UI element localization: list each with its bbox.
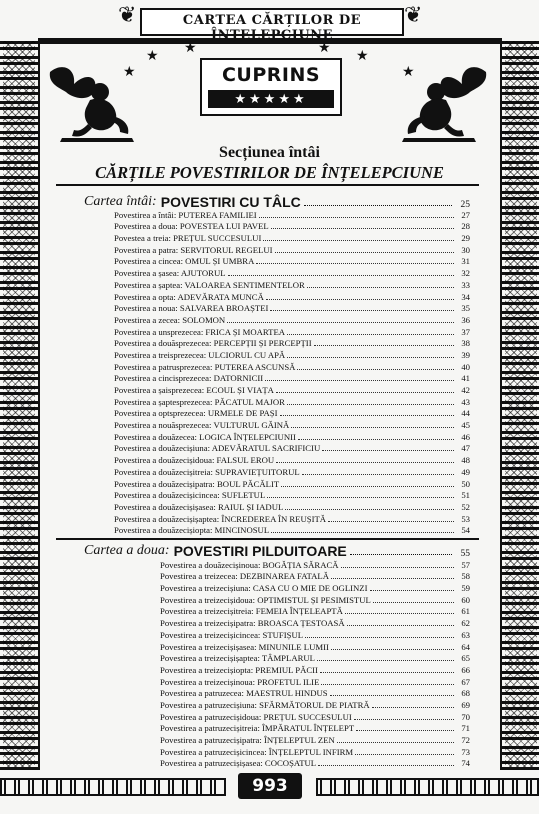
entry-title: Povestirea a treizecișipatra: BROASCA ȚESTOASĂ [160,618,345,629]
dot-leader [345,613,454,614]
dot-leader [297,369,454,370]
toc-entry[interactable] [160,722,470,734]
entry-title: Povestirea a douăzecișișasea: RAIUL ȘI IADUL [114,501,284,512]
dot-leader [304,205,452,206]
dot-leader [267,497,454,498]
star-icon: ★ [123,65,136,80]
dot-leader [350,554,452,555]
dot-leader [370,590,455,591]
entry-page: 38 [461,338,470,349]
toc-entry[interactable] [160,675,470,687]
toc-entry[interactable] [114,524,470,536]
dot-leader [331,649,454,650]
entry-page: 72 [461,735,470,745]
toc-entry[interactable] [160,687,470,699]
entry-title: Povestirea a patruzecișiuna: SFĂRMĂTORUL DE PIATRĂ [160,699,370,710]
book-title: CARTEA CĂRȚILOR DE ÎNȚELEPCIUNE [182,13,362,43]
toc-entry[interactable] [114,231,470,243]
dot-leader [355,754,454,755]
entry-title: Povestea a treia: PREȚUL SUCCESULUI [114,233,262,244]
entry-page: 70 [461,711,470,722]
entry-page: 37 [461,326,470,337]
entry-title: Povestirea a șaptesprezecea: PĂCATUL MAJOR [114,396,285,407]
star-icon: ★ [146,49,159,64]
toc-entry[interactable] [160,616,470,628]
cherub-emblem-icon: ❦ [118,2,137,27]
toc-entry[interactable] [114,477,470,489]
entry-title: Povestirea a treizecișiopta: PREMIUL PĂCII [160,664,318,675]
toc-entry[interactable] [160,593,470,605]
toc-entry[interactable] [114,372,470,384]
entry-title: Povestirea a patruzecișidoua: PREȚUL SUCCESULUI [160,711,352,722]
dot-leader [276,392,454,393]
entry-title: Povestirea a douăzecișipatra: BOUL PĂCĂLIT [114,478,280,489]
entry-title: Povestirea a douăzecișicincea: SUFLETUL [114,490,266,501]
entry-title: Povestirea a douăzecișinoua: BOGĂȚIA SĂRACĂ [160,559,339,570]
toc-entry[interactable] [114,278,470,290]
entry-title: Povestirea a treizecișișaptea: TÂMPLARUL [160,653,315,664]
entry-page: 35 [461,303,470,314]
toc-entry[interactable] [114,442,470,454]
entry-title: Povestirea a zecea: SOLOMON [114,314,226,325]
book1-entry-list [114,208,470,535]
dot-leader [372,707,454,708]
entry-title: Povestirea a douăzecișișaptea: ÎNCREDEREA ÎN REUȘITĂ [114,513,327,524]
toc-entry[interactable] [114,453,470,465]
contents-heading-box [200,58,342,116]
dot-leader [328,521,454,522]
entry-page: 28 [461,221,470,232]
entry-page: 59 [461,583,470,594]
entry-title: Povestirea a patruzecișipatra: ÎNȚELEPTUL ZEN [160,735,335,745]
entry-page: 49 [461,466,470,477]
entry-title: Povestirea a treizecișidoua: OPTIMISTUL ȘI PESIMISTUL [160,594,371,605]
dot-leader [330,695,454,696]
entry-title: Povestirea a douăzecișiopta: MINCINOSUL [114,525,270,536]
entry-page: 40 [461,361,470,372]
dot-leader [287,357,454,358]
entry-title: Povestirea a treizecișișasea: MINUNILE LUMII [160,641,329,652]
entry-title: Povestirea a șaisprezecea: ECOUL ȘI VIAȚA [114,385,274,395]
toc-entry[interactable] [160,581,470,593]
dot-leader [285,509,454,510]
entry-page: 31 [461,256,470,267]
entry-title: Povestirea a noua: SALVAREA BROAȘTEI [114,303,269,314]
entry-page: 53 [461,513,470,524]
entry-page: 33 [461,279,470,290]
entry-page: 46 [461,431,470,442]
toc-entry[interactable] [114,418,470,430]
header-band [140,8,404,43]
entry-title: Povestirea a patra: SERVITORUL REGELUI [114,244,273,255]
entry-page: 34 [461,291,470,302]
dot-leader [227,322,454,323]
entry-title: Povestirea a treizecișinoua: PROFETUL ILIE [160,676,320,687]
entry-page: 41 [461,373,470,384]
entry-title: Povestirea a patrusprezecea: PUTEREA ASCUNSĂ [114,361,296,372]
cherub-illustration-left [42,62,138,144]
toc-entry[interactable] [160,745,470,757]
entry-page: 73 [461,746,470,757]
dot-leader [320,672,454,673]
entry-title: Povestirea a treizecea: DEZBINAREA FATALĂ [160,571,329,582]
entry-title: Povestirea a optsprezecea: URMELE DE PAȘI [114,408,278,419]
dot-leader [287,404,454,405]
cherub-illustration-right [398,62,494,144]
book-label: Cartea întâi: [84,194,157,209]
entry-page: 42 [461,385,470,395]
entry-page: 67 [461,676,470,687]
star-icon: ★ [318,41,331,56]
dot-leader [271,228,454,229]
toc-entry[interactable] [114,430,470,442]
toc-entry[interactable] [160,663,470,675]
entry-page: 69 [461,699,470,710]
toc-entry[interactable] [160,570,470,582]
toc-entry[interactable] [114,313,470,325]
toc-entry[interactable] [114,489,470,501]
dot-leader [314,345,454,346]
dot-leader [256,263,454,264]
entry-page: 32 [461,268,470,279]
dot-leader [259,217,454,218]
dot-leader [321,684,454,685]
toc-entry[interactable] [114,290,470,302]
entry-page: 66 [461,664,470,675]
toc-entry[interactable] [160,640,470,652]
entry-page: 36 [461,314,470,325]
entry-title: Povestirea a opta: ADEVĂRATA MUNCĂ [114,291,264,302]
book-heading-2[interactable] [84,543,470,559]
entry-page: 43 [461,396,470,407]
entry-title: Povestirea a treizecișicincea: STUFIȘUL [160,629,304,640]
entry-page: 63 [461,629,470,640]
dot-leader [307,287,454,288]
entry-page: 60 [461,594,470,605]
divider [56,538,479,540]
entry-page: 64 [461,641,470,652]
entry-title: Povestirea a cincea: OMUL ȘI UMBRA [114,256,255,267]
ornamental-strip-bottom-left [0,778,226,796]
toc-entry[interactable] [114,360,470,372]
toc-entry[interactable] [160,757,470,769]
dot-leader [265,380,454,381]
entry-page: 74 [461,758,470,769]
entry-title: Povestirea a patruzecișișasea: COCOȘATUL [160,758,317,769]
dot-leader [276,462,454,463]
entry-page: 62 [461,618,470,629]
toc-entry[interactable] [114,337,470,349]
entry-title: Povestirea a treizecișitreia: FEMEIA ÎNȚELEAPTĂ [160,606,343,617]
contents-heading: CUPRINS [221,64,321,86]
entry-page: 51 [461,490,470,501]
toc-entry[interactable] [114,500,470,512]
dot-leader [266,299,454,300]
toc-entry[interactable] [160,733,470,745]
dot-leader [280,415,455,416]
toc-entry[interactable] [114,407,470,419]
toc-entry[interactable] [114,266,470,278]
entry-page: 57 [461,559,470,570]
section-title: CĂRȚILE POVESTIRILOR DE ÎNȚELEPCIUNE [95,163,444,182]
entry-page: 45 [461,420,470,431]
ornamental-strip-bottom-right [316,778,539,796]
section-label: Secțiunea întâi [219,144,320,161]
dot-leader [341,567,454,568]
dot-leader [287,334,454,335]
dot-leader [263,240,454,241]
entry-title: Povestirea a douăzecea: LOGICA ÎNȚELEPCIUNII [114,431,296,442]
divider [56,184,479,186]
entry-page: 48 [461,455,470,466]
toc-entry[interactable] [114,255,470,267]
entry-page: 47 [461,443,470,454]
toc-entry[interactable] [114,348,470,360]
dot-leader [302,474,454,475]
entry-title: Povestirea a patruzecișicincea: ÎNȚELEPTUL INFIRM [160,746,354,757]
book-title: POVESTIRI CU TÂLC [160,194,301,210]
entry-page: 58 [461,571,470,582]
dot-leader [281,486,454,487]
toc-entry[interactable] [114,220,470,232]
toc-entry[interactable] [114,395,470,407]
dot-leader [331,578,454,579]
toc-entry[interactable] [114,243,470,255]
entry-page: 61 [461,606,470,617]
toc-entry[interactable] [114,325,470,337]
entry-page: 44 [461,408,470,419]
dot-leader [373,602,454,603]
entry-title: Povestirea a unsprezecea: FRICA ȘI MOARTEA [114,326,286,337]
toc-entry[interactable] [160,628,470,640]
book-label: Cartea a doua: [84,543,170,558]
book-title: POVESTIRI PILDUITOARE [173,543,347,559]
entry-page: 39 [461,349,470,360]
entry-title: Povestirea a treizecișiuna: CASA CU O MIE DE OGLINZI [160,583,368,594]
dot-leader [354,719,454,720]
dot-leader [305,637,454,638]
entry-page: 29 [461,233,470,244]
entry-page: 52 [461,501,470,512]
toc-entry[interactable] [114,512,470,524]
entry-title: Povestirea a nouăsprezecea: VULTURUL GĂINĂ [114,420,290,431]
entry-title: Povestirea a șaptea: VALOAREA SENTIMENTELOR [114,279,305,290]
entry-title: Povestirea a treisprezecea: ULCIORUL CU APĂ [114,349,286,360]
page-number: 993 [252,776,288,796]
book2-entry-list [160,558,470,768]
dot-leader [275,252,454,253]
toc-entry[interactable] [114,302,470,314]
entry-page: 50 [461,478,470,489]
entry-page: 65 [461,653,470,664]
dot-leader [228,275,454,276]
toc-entry[interactable] [114,383,470,395]
toc-entry[interactable] [160,652,470,664]
toc-entry[interactable] [160,698,470,710]
dot-leader [270,310,454,311]
entry-page: 68 [461,688,470,699]
dot-leader [318,765,454,766]
entry-title: Povestirea a douăzecișidoua: FALSUL EROU [114,455,275,466]
entry-page: 71 [461,723,470,734]
dot-leader [291,427,454,428]
page-ref: 25 [460,200,470,210]
stars-banner: ★★★★★ [208,90,334,108]
star-icon: ★ [356,49,369,64]
toc-entry[interactable] [114,465,470,477]
entry-page: 54 [461,525,470,536]
cherub-emblem-icon: ❦ [404,2,423,27]
dot-leader [317,660,454,661]
dot-leader [298,439,454,440]
entry-title: Povestirea a cincisprezecea: DATORNICII [114,373,264,384]
entry-page: 27 [461,209,470,220]
entry-title: Povestirea a patruzecea: MAESTRUL HINDUS [160,688,328,699]
dot-leader [271,532,454,533]
page-ref: 55 [460,549,470,559]
dot-leader [356,730,454,731]
toc-entry[interactable] [114,208,470,220]
toc-entry[interactable] [160,605,470,617]
toc-entry[interactable] [160,558,470,570]
entry-title: Povestirea a șasea: AJUTORUL [114,268,226,279]
entry-page: 30 [461,244,470,255]
dot-leader [337,742,454,743]
entry-title: Povestirea a doua: POVESTEA LUI PAVEL [114,221,269,232]
entry-title: Povestirea a douăsprezecea: PERCEPȚII ȘI PERCEPȚII [114,338,312,349]
entry-title: Povestirea a douăzecișitreia: SUPRAVIEȚUITORUL [114,466,300,477]
star-icon: ★ [402,65,415,80]
dot-leader [322,450,454,451]
entry-title: Povestirea a douăzecișiuna: ADEVĂRATUL SACRIFICIU [114,443,321,454]
star-icon: ★ [184,41,197,56]
dot-leader [347,625,454,626]
entry-title: Povestirea a întâi: PUTEREA FAMILIEI [114,209,257,220]
toc-entry[interactable] [160,710,470,722]
entry-title: Povestirea a patruzecișitreia: ÎMPĂRATUL ÎNȚELEPT [160,723,355,734]
page-number-badge [226,772,316,802]
